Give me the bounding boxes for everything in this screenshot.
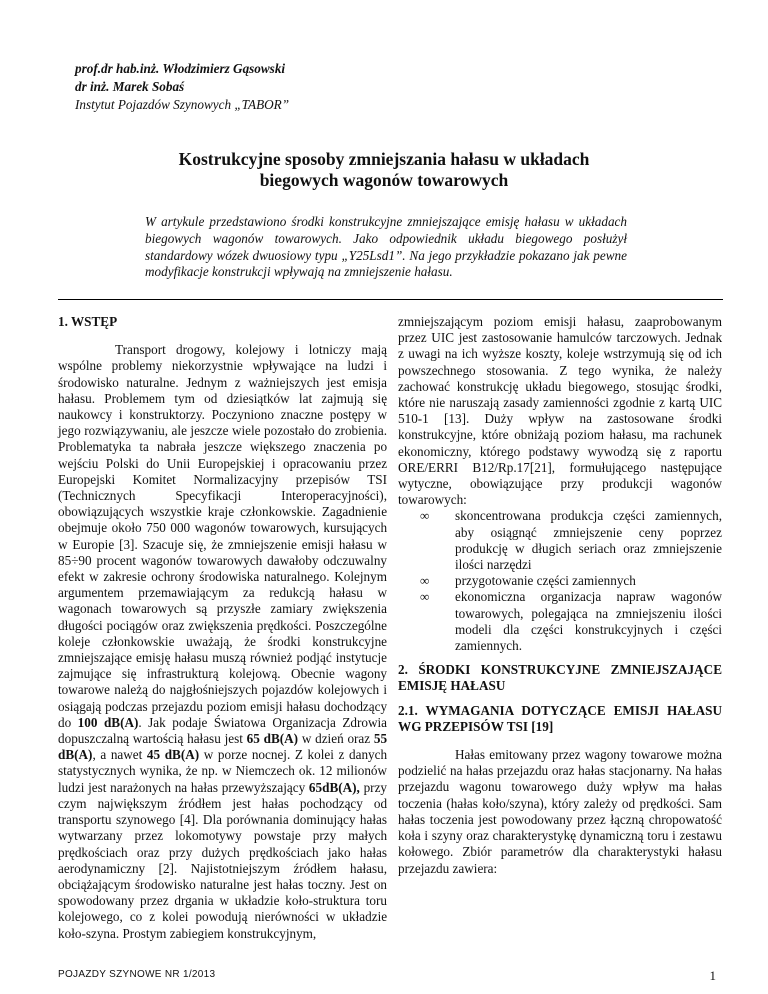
- abstract: W artykule przedstawiono środki konstrukcyjne zmniejszające emisję hałasu w układach biegowych wagonów towarowych. Jako odpowiednik układu biegowego posłużył standardowy wózek dwuosiowy typu „Y25Lsd1”. Na jego przykładzie pokazano jak pewne modyfikacje konstrukcji wpływają na zmniejszenie hałasu.: [145, 214, 627, 280]
- article-title: Kostrukcyjne sposoby zmniejszania hałasu w układach biegowych wagonów towarowych: [178, 149, 590, 190]
- institution: Instytut Pojazdów Szynowych „TABOR”: [75, 97, 290, 112]
- list-item: ∞ skoncentrowana produkcja części zamiennych, aby osiągnąć zmniejszenie ceny poprzez produkcję w długich seriach oraz zmniejszenie ilości narzędzi: [420, 508, 722, 573]
- bullet-icon: ∞: [420, 589, 430, 605]
- list-item: ∞ przygotowanie części zamiennych: [420, 573, 636, 589]
- header-divider: [58, 299, 723, 300]
- page-number: 1: [709, 968, 716, 983]
- section-1-paragraph-continued: zmniejszającym poziom emisji hałasu, zaaprobowanym przez UIC jest zastosowanie hamulców tarczowych. Jednak z uwagi na ich wyższe koszty, koleje wstrzymują się od ich powszechnego stosowania. Z tego wynika, że należy zachować konstrukcję układu biegowego, stosując środki, które nie naruszają zasady zamienności zgodnie z kartą UIC 510-1 [13]. Duży wpływ na zastosowane środki konstrukcyjne, które obniżają poziom hałasu, ma rachunek ekonomiczny, którego podstawy wywodzą się z raportu ORE/ERRI B12/Rp.17[21], formułującego następujące wytyczne, obowiązujące przy produkcji wagonów towarowych:: [398, 314, 723, 508]
- bullet-icon: ∞: [420, 573, 430, 589]
- journal-footer: POJAZDY SZYNOWE NR 1/2013: [58, 969, 216, 980]
- author-2: dr inż. Marek Sobaś: [75, 79, 185, 94]
- section-1-paragraph: Transport drogowy, kolejowy i lotniczy mają wspólne problemy niekorzystnie wpływające na ludzi i środowisko naturalne. Jednym z ważniejszych jest emisja hałasu. Problemem tym od dziesiątków lat zajmują się naukowcy i konstruktorzy. Poczyniono znaczne postępy w jego rozwiązywaniu, ale jeszcze wiele pozostało do zrobienia. Problematyka ta nabrała jeszcze większego znaczenia po wejściu Polski do Unii Europejskiej i opracowaniu przez Europejski Komitet Normalizacyjny przepisów TSI (Technicznych Specyfikacji Interoperacyjności), obowiązujących wszystkie kraje członkowskie. Zagadnienie obejmuje około 750 000 wagonów towarowych, kursujących w Europie [3]. Szacuje się, że zmniejszenie emisji hałasu w 85÷90 procent wagonów towarowych dawałoby odczuwalny efekt w zakresie ochrony środowiska naturalnego. Kolejnym argumentem przemawiającym za redukcją hałasu w wagonach towarowych są przyszłe zamiary zwiększenia długości pociągów oraz zwiększenia prędkości. Poszczególne koleje członkowskie uważają, że środki konstrukcyjne zmniejszające emisję hałasu muszą również podjąć instytucje zajmujące się infrastrukturą kolejową. Obecnie wagony towarowe należą do najgłośniejszych pojazdów kolejowych i osiągają podczas przejazdu poziom emisji hałasu dochodzący do 100 dB(A). Jak podaje Światowa Organizacja Zdrowia dopuszczalną wartością hałasu jest 65 dB(A) w dzień oraz 55 dB(A), a nawet 45 dB(A) w porze nocnej. Z kolei z danych statystycznych wynika, że np. w Niemczech ok. 12 milionów ludzi jest narażonych na hałas przewyższający 65dB(A), przy czym największym źródłem jest hałas pochodzący od transportu szynowego [4]. Dla porównania dominujący hałas wytwarzany przez lokomotywy powstaje przy małych prędkościach oraz przy dużych prędkościach jako hałas aerodynamiczny [2]. Najistotniejszym źródłem hałasu, obciążającym środowisko naturalne jest hałas toczny. Jest on spowodowany przez drgania w układzie koło-struktura toru kolejowego, co z kolei powodują nierówności w układzie koło-szyna. Prostym zabiegiem konstrukcyjnym,: [58, 342, 388, 941]
- section-2-1-paragraph: Hałas emitowany przez wagony towarowe można podzielić na hałas przejazdu oraz hałas stacjonarny. Na hałas przejazdu wagonu towarowego duży wpływ ma hałas toczenia (hałas koło/szyna), który zależy od prędkości. Sam hałas toczenia jest powodowany przez łączną chropowatość koła i szyny oraz charakterystykę dynamiczną toru i zestawu kołowego. Zbiór parametrów dla charakterystyki hałasu przejazdu zawiera:: [398, 747, 722, 876]
- section-2-1-heading: 2.1. WYMAGANIA DOTYCZĄCE EMISJI HAŁASU WG PRZEPISÓW TSI [19]: [398, 702, 722, 734]
- author-1: prof.dr hab.inż. Włodzimierz Gąsowski: [75, 61, 286, 76]
- right-column: [398, 314, 722, 877]
- section-2-heading: 2. ŚRODKI KONSTRUKCYJNE ZMNIEJSZAJĄCE EMISJĘ HAŁASU: [398, 662, 722, 694]
- left-column: [58, 314, 387, 942]
- list-item: ∞ ekonomiczna organizacja napraw wagonów towarowych, polegająca na zmniejszeniu ilości modeli dla części konstrukcyjnych i części zamiennych.: [420, 589, 722, 654]
- authors-block: [75, 60, 289, 114]
- section-1-heading: 1. WSTĘP: [58, 314, 118, 329]
- bullet-icon: ∞: [420, 508, 430, 524]
- guidelines-list: [398, 508, 722, 654]
